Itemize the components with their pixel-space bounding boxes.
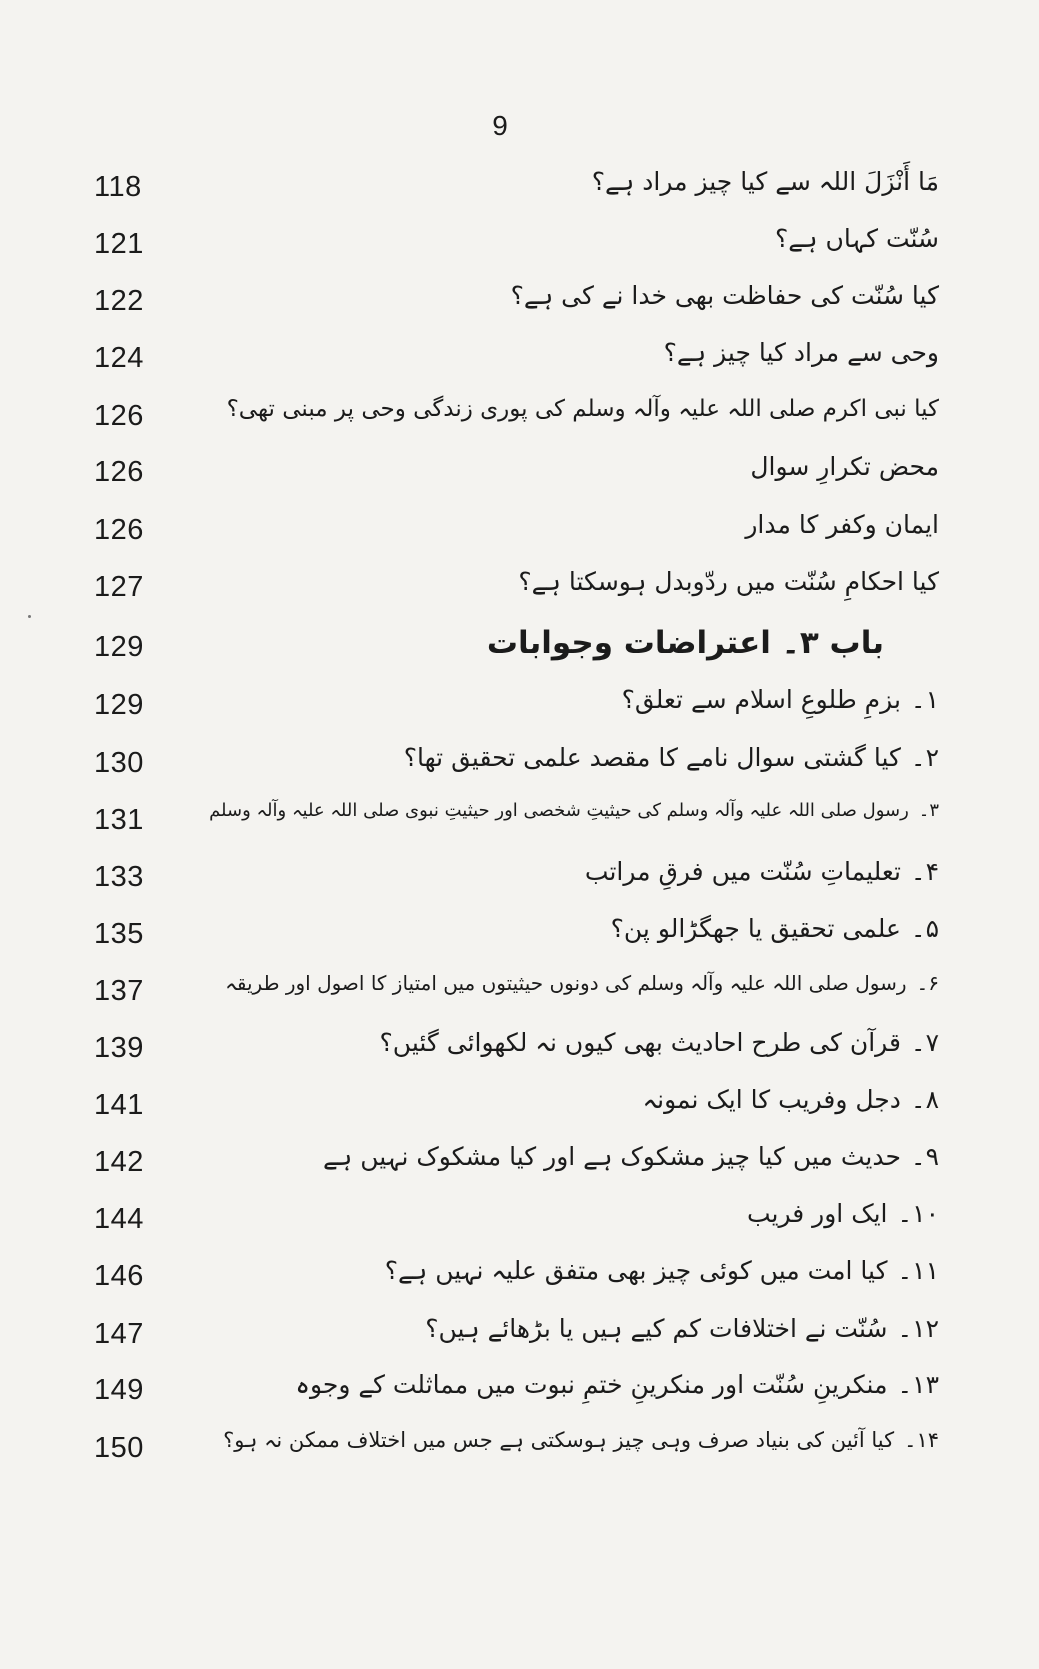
toc-entry	[0, 163, 1039, 213]
toc-title-text: علمی تحقیق یا جھگڑالو پن؟	[610, 914, 901, 943]
toc-entry	[0, 681, 1039, 731]
toc-title-text: کیا سُنّت کی حفاظت بھی خدا نے کی ہے؟	[510, 281, 939, 310]
toc-entry	[0, 796, 1039, 846]
toc-title-text: قرآن کی طرح احادیث بھی کیوں نہ لکھوائی گئیں؟	[379, 1028, 901, 1057]
toc-title-text: محض تکرارِ سوال	[750, 452, 939, 481]
toc-entry	[0, 334, 1039, 384]
toc-title-text: کیا آئین کی بنیاد صرف وہی چیز ہوسکتی ہے جس میں اختلاف ممکن نہ ہو؟	[223, 1428, 895, 1452]
toc-entry	[0, 1195, 1039, 1245]
toc-page-number: 127	[94, 571, 144, 603]
toc-title-text: ایک اور فریب	[746, 1199, 888, 1228]
toc-title	[611, 914, 939, 943]
toc-title	[585, 857, 939, 886]
chapter-heading-row	[0, 623, 1039, 673]
toc-title-text: سُنّت کہاں ہے؟	[774, 224, 939, 253]
toc-page-number: 124	[94, 342, 144, 374]
toc-page-number: 133	[94, 861, 144, 893]
toc-page-number: 147	[94, 1318, 144, 1350]
toc-page-number: 141	[94, 1089, 144, 1121]
toc-title	[223, 1428, 939, 1452]
toc-title	[295, 1370, 939, 1399]
toc-title	[745, 510, 939, 539]
toc-entry	[0, 1310, 1039, 1360]
toc-entry	[0, 277, 1039, 327]
toc-title-text: کیا احکامِ سُنّت میں ردّوبدل ہوسکتا ہے؟	[518, 567, 939, 596]
toc-title	[643, 1085, 939, 1114]
toc-title	[425, 1314, 939, 1343]
toc-page-number: 118	[94, 171, 142, 203]
toc-page-number: 135	[94, 918, 144, 950]
toc-title-text: منکرینِ سُنّت اور منکرینِ ختمِ نبوت میں مماثلت کے وجوہ	[295, 1370, 888, 1399]
toc-item-number: ۹۔	[910, 1142, 939, 1171]
toc-page-number: 137	[94, 975, 144, 1007]
toc-page-number: 122	[94, 285, 144, 317]
toc-entry	[0, 910, 1039, 960]
toc-title	[592, 167, 939, 196]
toc-item-number: ۱۲۔	[897, 1314, 939, 1343]
toc-title-text: کیا نبی اکرم صلی اللہ علیہ وآلہ وسلم کی پوری زندگی وحی پر مبنی تھی؟	[226, 396, 939, 422]
toc-title	[664, 338, 939, 367]
toc-title-text: بزمِ طلوعِ اسلام سے تعلق؟	[621, 685, 901, 714]
toc-page-number: 126	[94, 514, 144, 546]
toc-item-number: ۱۔	[910, 685, 939, 714]
toc-page-number: 121	[94, 228, 144, 260]
toc-item-number: ۸۔	[910, 1085, 939, 1114]
toc-page-number: 150	[94, 1432, 144, 1464]
toc-entry	[0, 563, 1039, 613]
toc-title	[511, 281, 939, 310]
toc-title-text: حدیث میں کیا چیز مشکوک ہے اور کیا مشکوک نہیں ہے	[323, 1142, 901, 1171]
toc-title	[775, 224, 939, 253]
toc-item-number: ۳۔	[918, 800, 939, 821]
toc-page-number: 149	[94, 1374, 144, 1406]
toc-entry	[0, 392, 1039, 442]
toc-title-text: کیا امت میں کوئی چیز بھی متفق علیہ نہیں ہے؟	[384, 1256, 888, 1285]
toc-entry	[0, 853, 1039, 903]
toc-title-text: وحی سے مراد کیا چیز ہے؟	[663, 338, 939, 367]
toc-item-number: ۴۔	[910, 857, 939, 886]
toc-title	[404, 743, 939, 772]
toc-entry	[0, 1424, 1039, 1474]
toc-title	[750, 452, 939, 481]
toc-item-number: ۱۴۔	[904, 1428, 939, 1452]
toc-title-text: تعلیماتِ سُنّت میں فرقِ مراتب	[584, 857, 901, 886]
toc-title-text: سُنّت نے اختلافات کم کیے ہیں یا بڑھائے ہیں؟	[425, 1314, 888, 1343]
chapter-title	[487, 625, 884, 661]
toc-page-number: 146	[94, 1260, 144, 1292]
toc-entry	[0, 506, 1039, 556]
toc-title-text: باب ۳۔ اعتراضات وجوابات	[486, 625, 884, 661]
toc-title	[747, 1199, 939, 1228]
toc-title	[209, 800, 939, 821]
toc-title	[385, 1256, 939, 1285]
toc-entry	[0, 1252, 1039, 1302]
toc-item-number: ۱۳۔	[897, 1370, 939, 1399]
toc-entry	[0, 1081, 1039, 1131]
toc-page-number: 142	[94, 1146, 144, 1178]
toc-entry	[0, 1024, 1039, 1074]
toc-title-text: مَا أَنْزَلَ اللہ سے کیا چیز مراد ہے؟	[591, 167, 939, 196]
toc-entry	[0, 739, 1039, 789]
toc-title-text: کیا گشتی سوال نامے کا مقصد علمی تحقیق تھا؟	[403, 743, 901, 772]
toc-title-text: ایمان وکفر کا مدار	[745, 510, 939, 539]
toc-entry	[0, 448, 1039, 498]
toc-item-number: ۱۱۔	[897, 1256, 939, 1285]
toc-page-number: 131	[94, 804, 144, 836]
toc-title	[622, 685, 939, 714]
toc-entry	[0, 1138, 1039, 1188]
toc-title	[225, 971, 939, 995]
toc-page-number: 129	[94, 631, 144, 663]
toc-page-number: 129	[94, 689, 144, 721]
toc-item-number: ۱۰۔	[897, 1199, 939, 1228]
toc-item-number: ۲۔	[910, 743, 939, 772]
toc-title	[323, 1142, 939, 1171]
toc-item-number: ۷۔	[910, 1028, 939, 1057]
toc-entry	[0, 967, 1039, 1017]
toc-entry	[0, 220, 1039, 270]
toc-page-number: 126	[94, 400, 144, 432]
toc-page-number: 139	[94, 1032, 144, 1064]
page-number: 9	[492, 110, 508, 141]
toc-entry	[0, 1366, 1039, 1416]
toc-item-number: ۶۔	[916, 971, 939, 995]
toc-title-text: دجل وفریب کا ایک نمونہ	[642, 1085, 901, 1114]
toc-page-number: 144	[94, 1203, 144, 1235]
toc-title-text: رسول صلی اللہ علیہ وآلہ وسلم کی حیثیتِ شخصی اور حیثیتِ نبوی صلی اللہ علیہ وآلہ وسلم	[209, 800, 909, 821]
toc-page-number: 126	[94, 456, 144, 488]
toc-item-number: ۵۔	[910, 914, 939, 943]
toc-title-text: رسول صلی اللہ علیہ وآلہ وسلم کی دونوں حیثیتوں میں امتیاز کا اصول اور طریقہ	[225, 971, 907, 995]
toc-title	[227, 396, 939, 422]
paper-speck	[28, 615, 31, 618]
toc-title	[380, 1028, 939, 1057]
toc-title	[518, 567, 939, 596]
toc-page-number: 130	[94, 747, 144, 779]
